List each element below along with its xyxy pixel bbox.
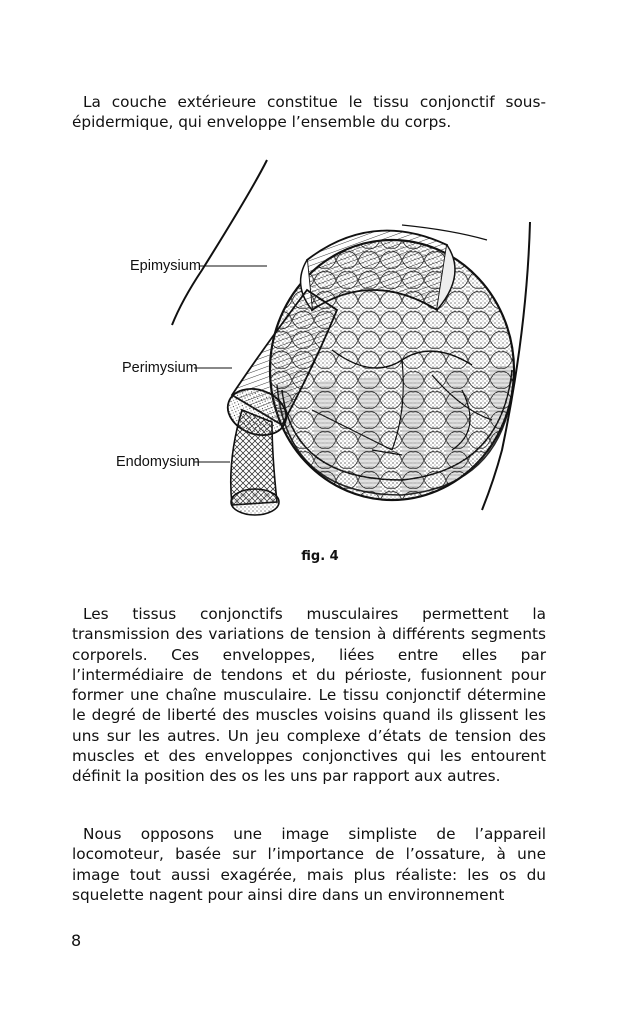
muscle-anatomy-figure xyxy=(72,150,548,530)
label-epimysium: Epimysium xyxy=(130,258,201,274)
paragraph-body-1: Les tissus conjonctifs musculaires permettent la transmission des variations de tension à différents segments corporels. Ces enveloppes, liées entre elles par l’intermédiaire de tendons et du périoste, fusionnent pour former une chaîne musculaire. Le tissu conjonctif détermine le degré de liberté des muscles voisins quand ils glissent les uns sur les autres. Un jeu complexe d’états de tension des muscles et des enveloppes conjonctives qui les entourent définit la position des os les uns par rapport aux autres. xyxy=(72,605,546,786)
label-endomysium: Endomysium xyxy=(116,454,200,470)
figure-caption: fig. 4 xyxy=(301,549,339,564)
page-number: 8 xyxy=(71,931,82,950)
label-perimysium: Perimysium xyxy=(122,360,198,376)
paragraph-body-2: Nous opposons une image simpliste de l’appareil locomoteur, basée sur l’importance de l’ossature, à une image tout aussi exagérée, mais plus réaliste: les os du squelette nagent pour ainsi dire dans un environnement xyxy=(72,825,546,904)
paragraph-intro: La couche extérieure constitue le tissu conjonctif sous-épidermique, qui enveloppe l’ensemble du corps. xyxy=(72,93,546,132)
muscle-cross-section-illustration xyxy=(72,150,548,530)
